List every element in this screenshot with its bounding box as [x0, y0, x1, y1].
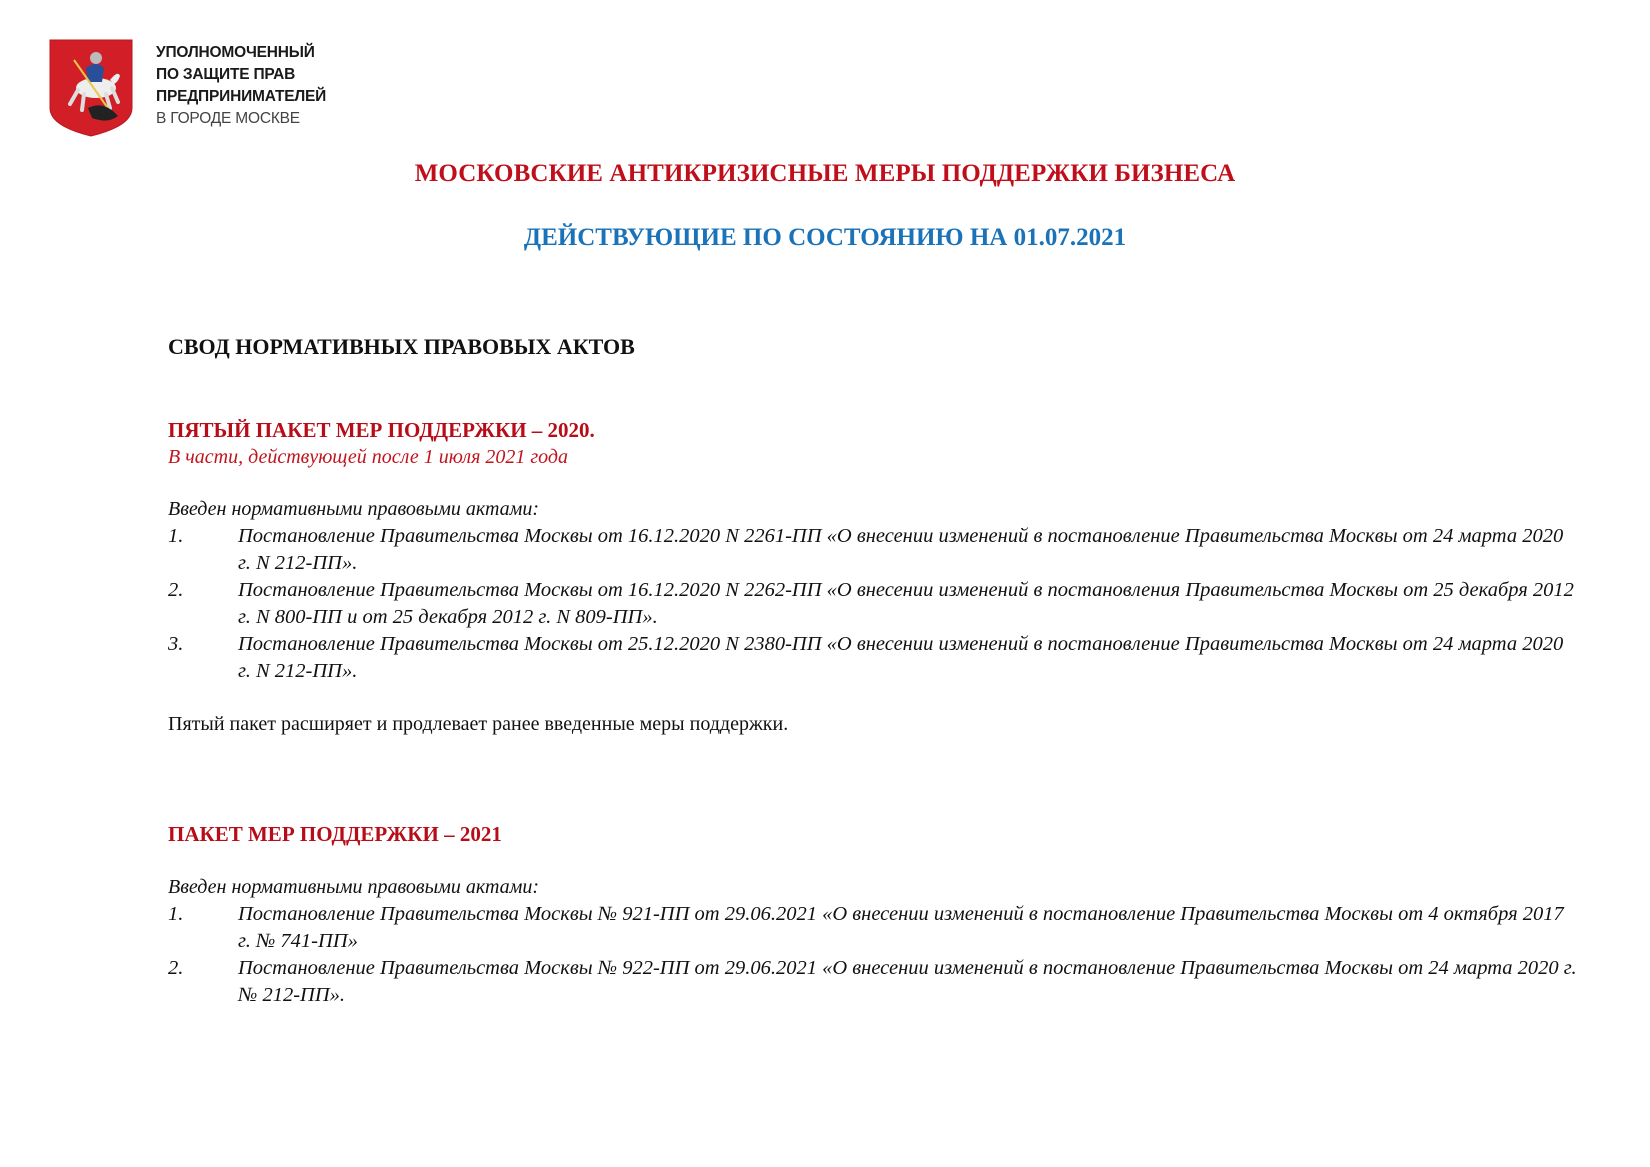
acts-intro: Введен нормативными правовыми актами: — [168, 876, 540, 898]
list-number: 2. — [168, 957, 184, 979]
list-item — [168, 955, 1578, 1009]
document-subtitle-date: ДЕЙСТВУЮЩИЕ ПО СОСТОЯНИЮ НА 01.07.2021 — [523, 224, 1127, 251]
org-line-3: ПРЕДПРИНИМАТЕЛЕЙ — [156, 88, 327, 105]
list-number: 3. — [168, 633, 184, 655]
list-item — [168, 577, 1578, 631]
list-item — [168, 523, 1578, 577]
package-2020 — [168, 416, 1578, 738]
organization-name — [156, 42, 326, 130]
list-number: 1. — [168, 525, 184, 547]
org-line-1: УПОЛНОМОЧЕННЫЙ — [156, 44, 315, 61]
section-heading: СВОД НОРМАТИВНЫХ ПРАВОВЫХ АКТОВ — [168, 334, 635, 359]
org-line-2: ПО ЗАЩИТЕ ПРАВ — [156, 66, 296, 83]
package-title: ПЯТЫЙ ПАКЕТ МЕР ПОДДЕРЖКИ – 2020. — [168, 418, 595, 442]
act-text: Постановление Правительства Москвы № 922-ПП от 29.06.2021 «О внесении изменений в постановление Правительства Москвы от 24 марта 2020 г. № 212-ПП». — [238, 957, 1577, 1006]
list-number: 1. — [168, 903, 184, 925]
org-line-4: В ГОРОДЕ МОСКВЕ — [156, 110, 300, 127]
list-number: 2. — [168, 579, 184, 601]
package-subtitle: В части, действующей после 1 июля 2021 года — [168, 446, 569, 468]
acts-list — [168, 901, 1578, 1009]
act-text: Постановление Правительства Москвы № 921-ПП от 29.06.2021 «О внесении изменений в постановление Правительства Москвы от 4 октября 2017 г. № 741-ПП» — [238, 903, 1564, 952]
moscow-coat-of-arms-icon — [48, 38, 134, 138]
list-item — [168, 631, 1578, 685]
acts-list — [168, 523, 1578, 685]
act-text: Постановление Правительства Москвы от 16.12.2020 N 2261-ПП «О внесении изменений в постановление Правительства Москвы от 24 марта 2020 г. N 212-ПП». — [238, 525, 1564, 574]
package-title: ПАКЕТ МЕР ПОДДЕРЖКИ – 2021 — [168, 822, 502, 846]
act-text: Постановление Правительства Москвы от 25.12.2020 N 2380-ПП «О внесении изменений в постановление Правительства Москвы от 24 марта 2020 г. N 212-ПП». — [238, 633, 1564, 682]
package-2021 — [168, 820, 1578, 1009]
act-text: Постановление Правительства Москвы от 16.12.2020 N 2262-ПП «О внесении изменений в постановления Правительства Москвы от 25 декабря 2012 г. N 800-ПП и от 25 декабря 2012 г. N 809-ПП». — [238, 579, 1574, 628]
list-item — [168, 901, 1578, 955]
document-title: МОСКОВСКИЕ АНТИКРИЗИСНЫЕ МЕРЫ ПОДДЕРЖКИ БИЗНЕСА — [414, 160, 1236, 187]
package-summary: Пятый пакет расширяет и продлевает ранее введенные меры поддержки. — [168, 713, 789, 735]
acts-intro: Введен нормативными правовыми актами: — [168, 498, 540, 520]
header-logo-block — [48, 38, 326, 138]
document-body — [168, 334, 1578, 1009]
